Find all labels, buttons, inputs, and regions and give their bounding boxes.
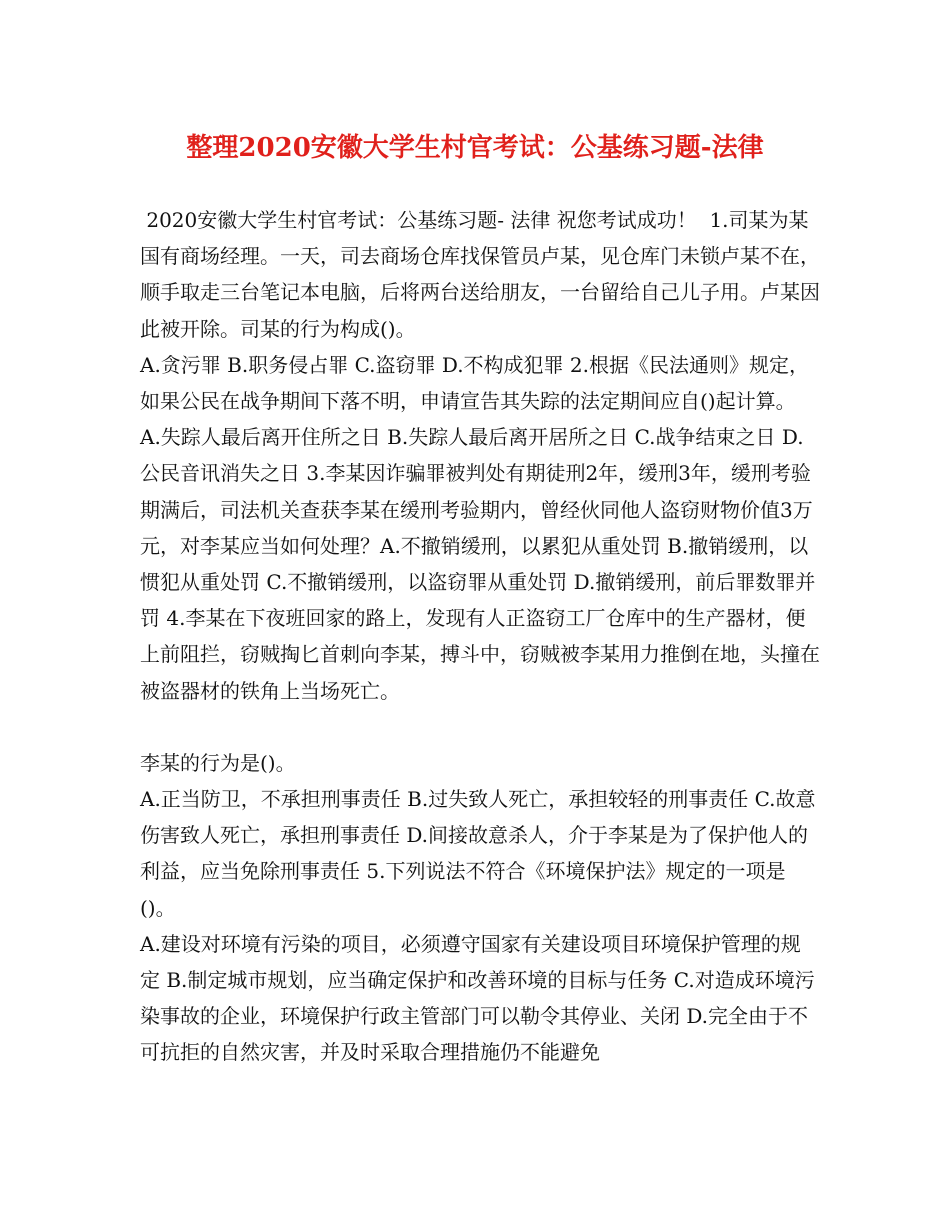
paragraph-q4-options-q5: A.正当防卫，不承担刑事责任 B.过失致人死亡，承担较轻的刑事责任 C.故意伤害致人死亡，承担刑事责任 D.间接故意杀人，介于李某是为了保护他人的利益，应当免除刑事责任 5.下列说法不符合《环境保护法》规定的一项是()。 xyxy=(140,787,816,920)
paragraph-intro-q1: 2020安徽大学生村官考试：公基练习题- 法律 祝您考试成功！ 1.司某为某国有商场经理。一天，司去商场仓库找保管员卢某，见仓库门未锁卢某不在，顺手取走三台笔记本电脑，后将两台送给朋友，一台留给自己儿子用。卢某因此被开除。司某的行为构成()。 xyxy=(140,208,820,341)
paragraph-q4-prompt: 李某的行为是()。 xyxy=(140,750,296,775)
paragraph-q2-options-q3-q4: A.失踪人最后离开住所之日 B.失踪人最后离开居所之日 C.战争结束之日 D.公民音讯消失之日 3.李某因诈骗罪被判处有期徒刑2年，缓刑3年，缓刑考验期满后，司法机关查获李某在缓刑考验期内，曾经伙同他人盗窃财物价值3万元，对李某应当如何处理？A.不撤销缓刑，以累犯从重处罚 B.撤销缓刑，以惯犯从重处罚 C.不撤销缓刑，以盗窃罪从重处罚 D.撤销缓刑，前后罪数罪并罚 4.李某在下夜班回家的路上，发现有人正盗窃工厂仓库中的生产器材，便上前阻拦，窃贼掏匕首刺向李某，搏斗中，窃贼被李某用力推倒在地，头撞在被盗器材的铁角上当场死亡。 xyxy=(140,425,820,703)
paragraph-q5-options: A.建设对环境有污染的项目，必须遵守国家有关建设项目环境保护管理的规定 B.制定城市规划，应当确定保护和改善环境的目标与任务 C.对造成环境污染事故的企业，环境保护行政主管部门可以勒令其停业、关闭 D.完全由于不可抗拒的自然灾害，并及时采取合理措施仍不能避免 xyxy=(140,931,815,1065)
document-body xyxy=(140,202,820,1071)
paragraph-q1-options-q2: A.贪污罪 B.职务侵占罪 C.盗窃罪 D.不构成犯罪 2.根据《民法通则》规定，如果公民在战争期间下落不明，申请宣告其失踪的法定期间应自()起计算。 xyxy=(140,352,809,414)
document-title: 整理2020安徽大学生村官考试：公基练习题-法律 xyxy=(186,133,764,163)
